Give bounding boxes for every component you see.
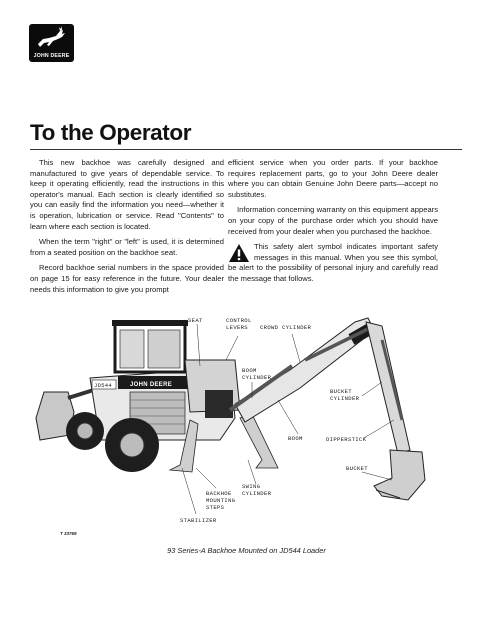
label-stabilizer: STABILIZER [180,517,217,524]
label-bucket-cylinder-2: CYLINDER [330,395,360,402]
rear-wheel [105,418,159,472]
backhoe-bucket [374,450,425,500]
right-column [228,158,438,290]
right-left-paragraph: When the term "right" or "left" is used, it is determined from a seated position on the backhoe seat. [30,237,224,257]
label-bucket-cylinder-1: BUCKET [330,388,352,395]
label-control-levers-1: CONTROL [226,317,252,324]
label-swing-cylinder-2: CYLINDER [242,490,272,497]
safety-paragraph: This safety alert symbol indicates important safety messages in this manual. When you see this symbol, be alert to the possibility of personal injury and carefully read the message that follows. [228,242,438,283]
machine-badge: JOHN DEERE [130,382,173,388]
label-mounting-1: BACKHOE [206,490,232,497]
logo-brand-text: JOHN DEERE [33,53,70,59]
serial-numbers-paragraph: Record backhoe serial numbers in the space provided on page 15 for easy reference in the future. Your dealer needs this information to give you prompt [30,263,224,294]
label-boom: BOOM [288,435,303,442]
label-mounting-2: MOUNTING [206,497,236,504]
john-deere-logo [29,24,74,62]
figure-caption: 93 Series-A Backhoe Mounted on JD544 Loader [167,546,326,555]
parts-paragraph: efficient service when you order parts. If your backhoe requires replacement parts, go to your John Deere dealer where you can obtain Genuine John Deere parts—accept no substitutes. [228,158,438,199]
leaping-deer-icon [29,24,74,54]
image-code: T 33769 [60,531,77,536]
operator-cab [112,320,188,372]
front-wheel [66,412,104,450]
label-swing-cylinder-1: SWING [242,483,261,490]
warranty-paragraph: Information concerning warranty on this equipment appears on your copy of the purchase order which you should have received from your dealer when you purchased the backhoe. [228,205,438,236]
label-bucket: BUCKET [346,465,368,472]
safety-alert-icon [228,243,250,263]
left-column [30,158,224,300]
label-boom-cylinder-1: BOOM [242,367,257,374]
backhoe-illustration [30,300,462,550]
intro-paragraph: This new backhoe was carefully designed and manufactured to give years of dependable service. To keep it operating efficiently, read the instructions in this operator's manual. Each section is clearly identified so you can easily find the information you need—whether it is operation, lubrication or service. Read "Contents" to learn where each section is located. [30,158,224,231]
label-boom-cylinder-2: CYLINDER [242,374,272,381]
label-control-levers-2: LEVERS [226,324,248,331]
safety-alert-block [228,242,438,284]
model-badge: JD544 [94,382,113,389]
label-dipperstick: DIPPERSTICK [326,436,367,443]
title-rule [30,149,462,150]
dipperstick-arm [366,322,410,454]
label-mounting-3: STEPS [206,504,225,511]
label-crowd-cylinder: CROWD CYLINDER [260,324,312,331]
page-title: To the Operator [30,120,192,145]
label-seat: SEAT [188,317,203,324]
